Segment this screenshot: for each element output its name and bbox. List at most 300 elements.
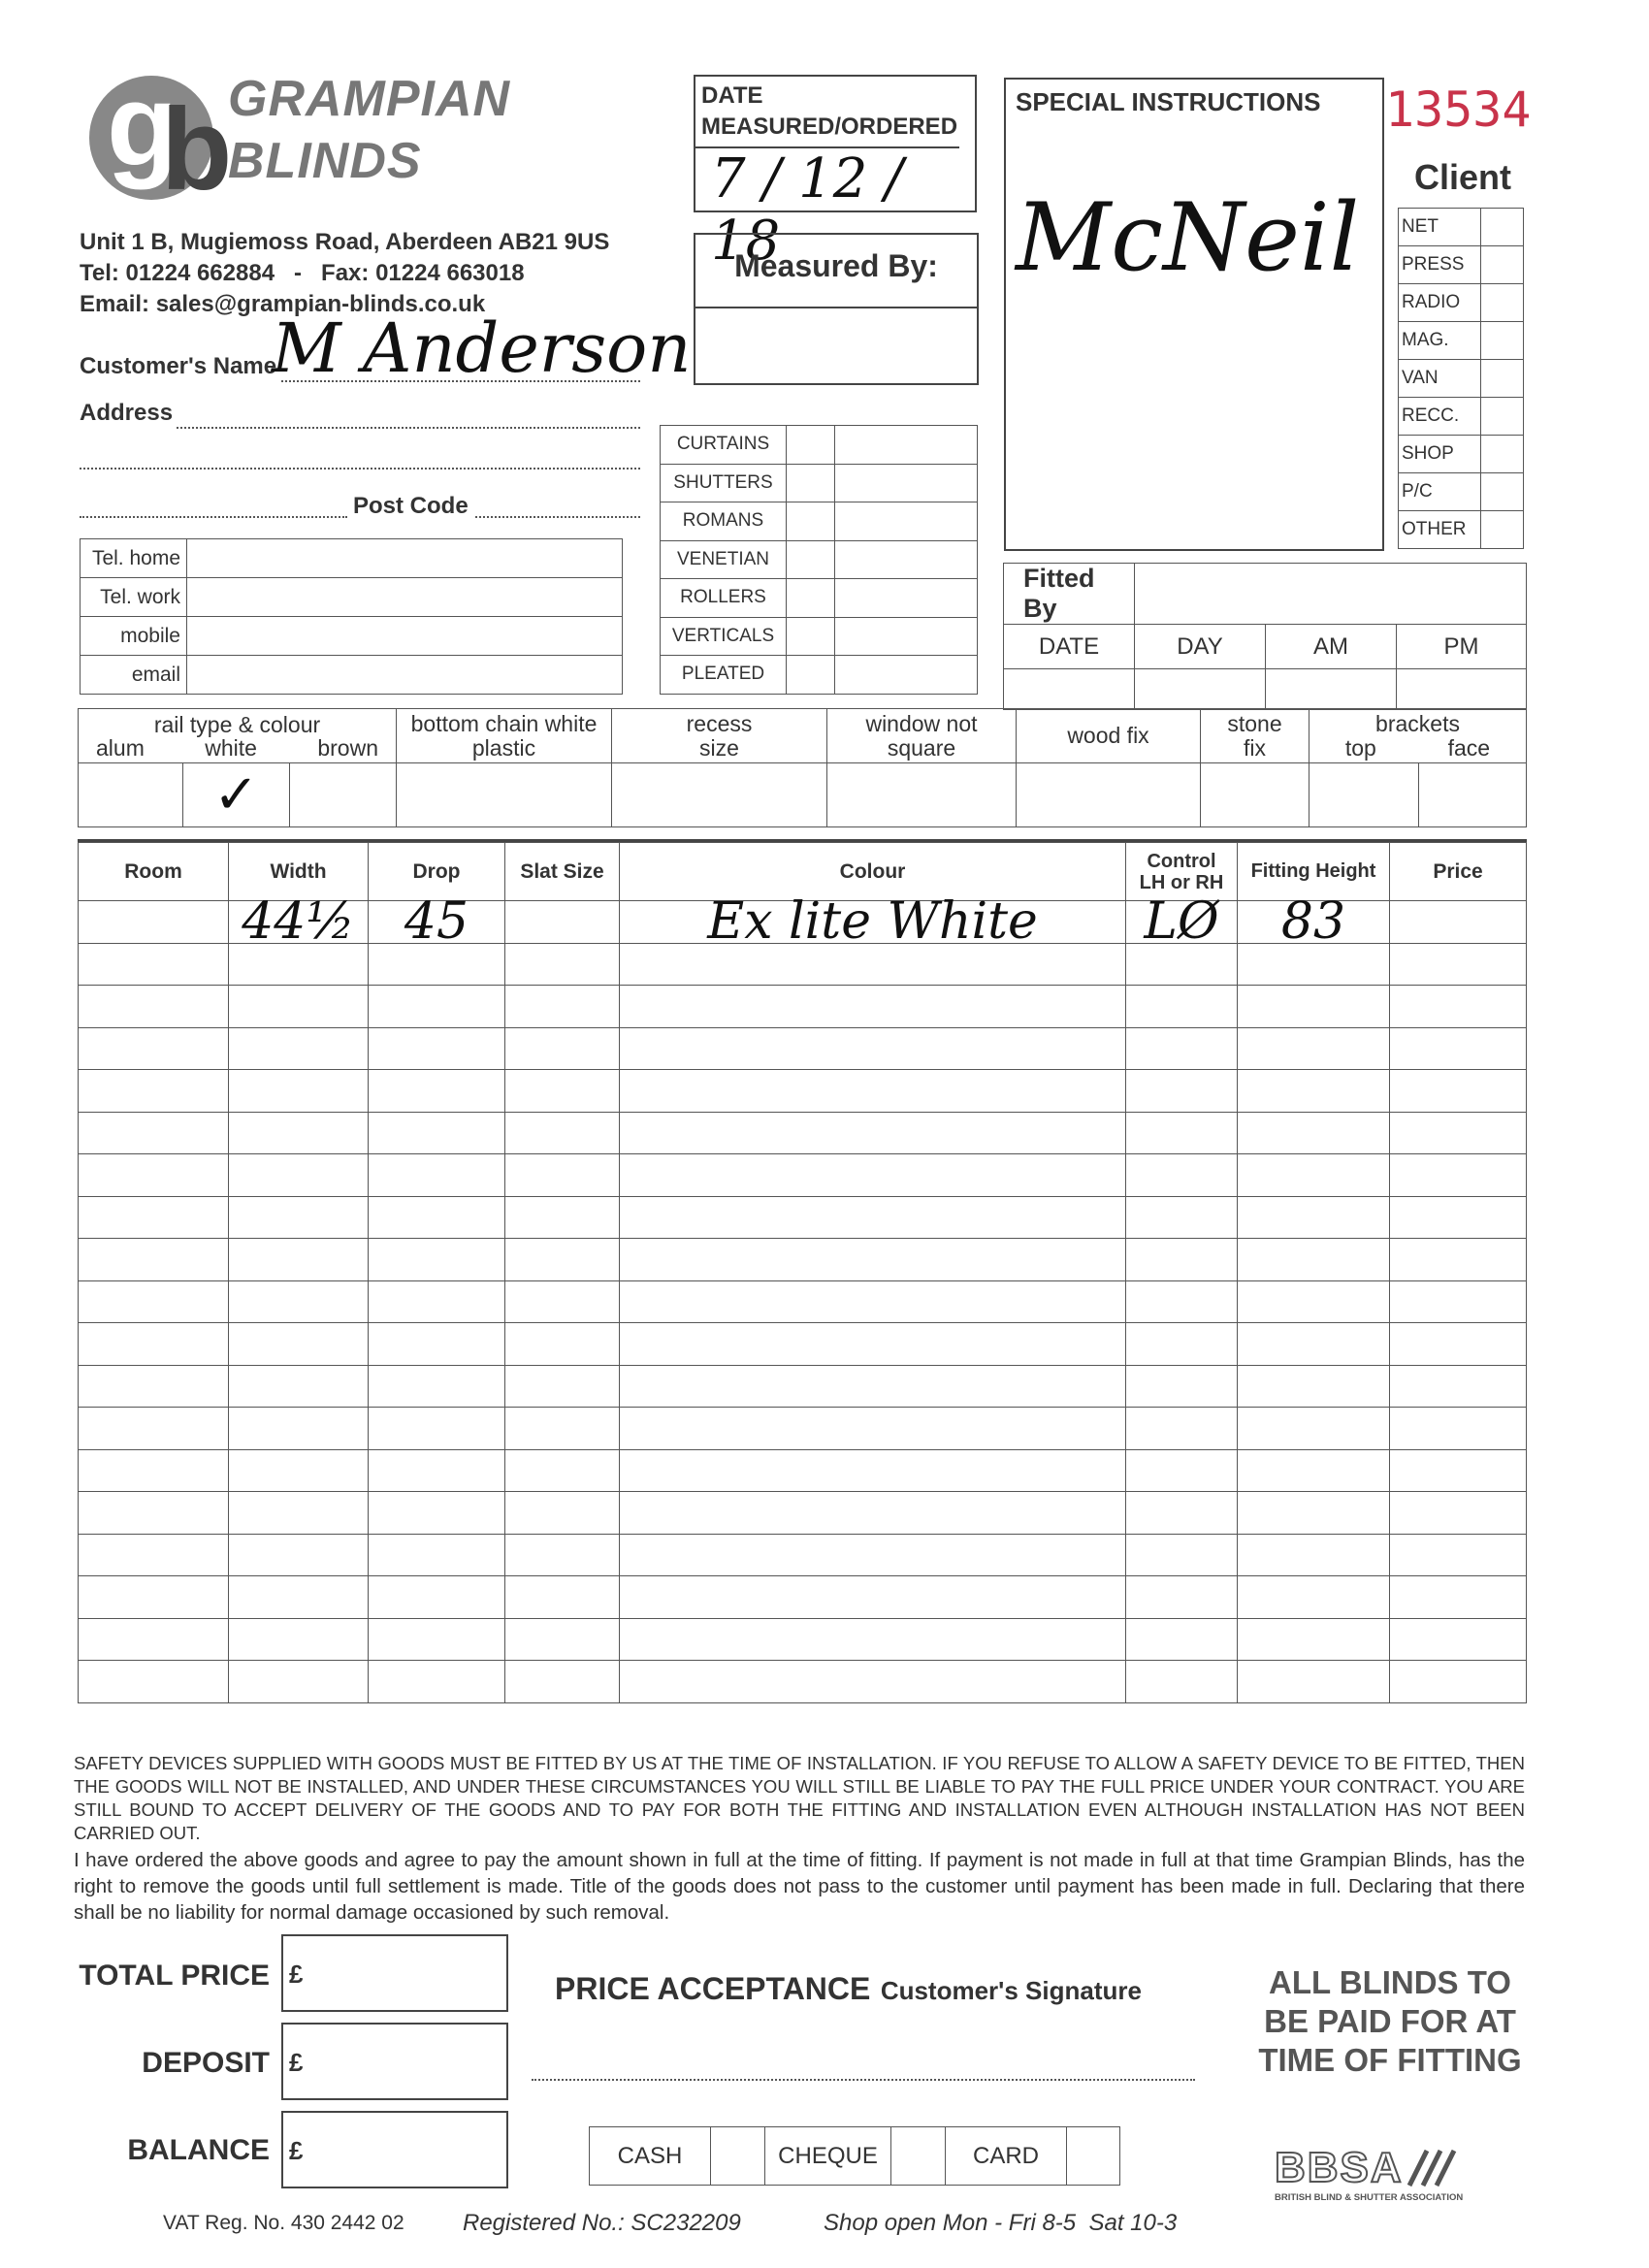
- cell-price[interactable]: [1390, 986, 1527, 1028]
- cell-drop[interactable]: [369, 1112, 505, 1154]
- vat-number: VAT Reg. No. 430 2442 02: [163, 2212, 404, 2234]
- contact-label: mobile: [81, 617, 187, 656]
- cell-slat-size[interactable]: [505, 1239, 620, 1281]
- cell-control[interactable]: [1126, 1576, 1238, 1619]
- special-instructions-label: SPECIAL INSTRUCTIONS: [1016, 87, 1321, 116]
- table-row: [79, 1280, 1527, 1323]
- cell-fitting-height[interactable]: [1238, 1449, 1390, 1492]
- client-check[interactable]: [1481, 398, 1524, 436]
- fitted-day-header: DAY: [1135, 625, 1266, 669]
- product-check[interactable]: [787, 540, 835, 579]
- cell-drop[interactable]: [369, 1196, 505, 1239]
- order-table: [78, 842, 1527, 1703]
- total-price-label: TOTAL PRICE: [79, 1960, 270, 1992]
- cell-price[interactable]: [1390, 1239, 1527, 1281]
- client-recc: RECC.: [1399, 398, 1481, 436]
- cell-fitting-height[interactable]: [1238, 1365, 1390, 1408]
- cell-price[interactable]: [1390, 1280, 1527, 1323]
- cell-drop[interactable]: [369, 1239, 505, 1281]
- tel-home-field[interactable]: [187, 539, 623, 578]
- rail-brown-label: brown: [317, 734, 378, 761]
- payment-cash-label: CASH: [590, 2127, 711, 2186]
- cell-room[interactable]: [79, 1323, 229, 1366]
- cell-width[interactable]: [229, 1661, 369, 1703]
- bottom-chain-label: bottom chain white plastic: [397, 709, 612, 763]
- cell-price[interactable]: [1390, 901, 1527, 944]
- brackets-top-field[interactable]: [1310, 763, 1419, 827]
- cell-room[interactable]: [79, 1618, 229, 1661]
- brackets-cell: [1310, 709, 1527, 763]
- cell-fitting-height[interactable]: [1238, 1027, 1390, 1070]
- table-row: [79, 1365, 1527, 1408]
- balance-field[interactable]: [281, 2111, 508, 2188]
- cell-width[interactable]: [229, 1070, 369, 1113]
- product-qty[interactable]: [835, 426, 978, 465]
- signature-line[interactable]: [532, 2079, 1195, 2081]
- product-check[interactable]: [787, 464, 835, 502]
- company-email: Email: sales@grampian-blinds.co.uk: [80, 291, 486, 317]
- client-shop: SHOP: [1399, 436, 1481, 473]
- cell-control[interactable]: [1126, 1492, 1238, 1535]
- product-qty[interactable]: [835, 502, 978, 541]
- fitted-date-header: DATE: [1004, 625, 1135, 669]
- table-row: [79, 1618, 1527, 1661]
- total-currency: £: [289, 1960, 304, 1989]
- cell-slat-size[interactable]: [505, 901, 620, 944]
- cell-width[interactable]: [229, 1492, 369, 1535]
- col-price: Price: [1390, 843, 1527, 901]
- cell-price[interactable]: [1390, 1323, 1527, 1366]
- cell-width[interactable]: [229, 1618, 369, 1661]
- cell-fitting-height[interactable]: [1238, 1112, 1390, 1154]
- cell-room[interactable]: [79, 943, 229, 986]
- recess-size-field[interactable]: [612, 763, 827, 827]
- bottom-chain-field[interactable]: [397, 763, 612, 827]
- measured-by-field[interactable]: [695, 308, 977, 386]
- cell-width[interactable]: [229, 1027, 369, 1070]
- col-control: Control LH or RH: [1126, 843, 1238, 901]
- cell-slat-size[interactable]: [505, 1112, 620, 1154]
- cell-price[interactable]: [1390, 1365, 1527, 1408]
- cell-slat-size[interactable]: [505, 1661, 620, 1703]
- cell-slat-size[interactable]: [505, 1280, 620, 1323]
- cell-colour[interactable]: [620, 1408, 1126, 1450]
- cell-colour[interactable]: [620, 1534, 1126, 1576]
- cell-price[interactable]: [1390, 1618, 1527, 1661]
- rail-alum-check[interactable]: [79, 763, 183, 827]
- cell-colour[interactable]: [620, 1492, 1126, 1535]
- stone-fix-field[interactable]: [1201, 763, 1310, 827]
- fitted-am-field[interactable]: [1266, 669, 1397, 710]
- cell-fitting-height[interactable]: [1238, 1408, 1390, 1450]
- cell-width[interactable]: [229, 1154, 369, 1197]
- cell-price[interactable]: [1390, 1196, 1527, 1239]
- cell-control[interactable]: [1126, 1154, 1238, 1197]
- table-row: [79, 1154, 1527, 1197]
- cell-drop[interactable]: [369, 1408, 505, 1450]
- cell-room[interactable]: [79, 901, 229, 944]
- cell-colour[interactable]: [620, 1154, 1126, 1197]
- cell-drop[interactable]: [369, 1534, 505, 1576]
- cell-slat-size[interactable]: [505, 1196, 620, 1239]
- payment-cheque-check[interactable]: [891, 2127, 946, 2186]
- special-instructions-value[interactable]: McNeil: [1016, 183, 1360, 292]
- bbsa-subtitle: BRITISH BLIND & SHUTTER ASSOCIATION: [1275, 2192, 1464, 2203]
- cell-control[interactable]: [1126, 1365, 1238, 1408]
- cell-slat-size[interactable]: [505, 1492, 620, 1535]
- cell-control[interactable]: [1126, 1449, 1238, 1492]
- client-check[interactable]: [1481, 473, 1524, 511]
- product-romans: ROMANS: [661, 502, 787, 541]
- cell-colour[interactable]: [620, 1280, 1126, 1323]
- customer-name-value[interactable]: M Anderson: [272, 308, 692, 388]
- client-check[interactable]: [1481, 436, 1524, 473]
- cell-width[interactable]: [229, 1408, 369, 1450]
- product-check[interactable]: [787, 502, 835, 541]
- cell-room[interactable]: [79, 986, 229, 1028]
- cell-room[interactable]: [79, 1449, 229, 1492]
- client-check[interactable]: [1481, 246, 1524, 284]
- postcode-line[interactable]: [475, 516, 640, 518]
- total-price-field[interactable]: [281, 1934, 508, 2012]
- contact-table: [80, 538, 623, 695]
- table-row: [79, 1196, 1527, 1239]
- cell-price[interactable]: [1390, 1027, 1527, 1070]
- cell-slat-size[interactable]: [505, 943, 620, 986]
- cell-room[interactable]: [79, 1661, 229, 1703]
- cell-width[interactable]: [229, 1449, 369, 1492]
- cell-control[interactable]: [1126, 1661, 1238, 1703]
- cell-price[interactable]: [1390, 1449, 1527, 1492]
- cell-width[interactable]: [229, 1576, 369, 1619]
- payment-notice: ALL BLINDS TO BE PAID FOR AT TIME OF FITTING: [1258, 1964, 1522, 2078]
- bbsa-logo-text: BBSA: [1275, 2144, 1404, 2191]
- deposit-currency: £: [289, 2048, 304, 2077]
- cell-room[interactable]: [79, 1154, 229, 1197]
- email-field[interactable]: [187, 656, 623, 695]
- address-line-1[interactable]: [177, 427, 640, 429]
- cell-width[interactable]: [229, 1534, 369, 1576]
- postcode-label: Post Code: [353, 493, 469, 519]
- address-line-2[interactable]: [80, 468, 640, 470]
- client-check[interactable]: [1481, 209, 1524, 246]
- cell-fitting-height[interactable]: [1238, 1280, 1390, 1323]
- cell-room[interactable]: [79, 1112, 229, 1154]
- brackets-face-field[interactable]: [1419, 763, 1527, 827]
- mobile-field[interactable]: [187, 617, 623, 656]
- cell-price[interactable]: [1390, 1070, 1527, 1113]
- fitted-by-field[interactable]: [1135, 564, 1527, 625]
- rail-brown-check[interactable]: [290, 763, 397, 827]
- cell-fitting-height[interactable]: [1238, 1534, 1390, 1576]
- cell-colour[interactable]: [620, 1323, 1126, 1366]
- recess-size-label: recess size: [612, 709, 827, 763]
- cell-fitting-height[interactable]: [1238, 1154, 1390, 1197]
- rail-type-label: rail type & colour: [153, 711, 321, 737]
- product-curtains: CURTAINS: [661, 426, 787, 465]
- tel-work-field[interactable]: [187, 578, 623, 617]
- cell-slat-size[interactable]: [505, 1027, 620, 1070]
- cell-price[interactable]: [1390, 1576, 1527, 1619]
- cell-slat-size[interactable]: [505, 1070, 620, 1113]
- product-shutters: SHUTTERS: [661, 464, 787, 502]
- col-fitting-height: Fitting Height: [1238, 843, 1390, 901]
- cell-control[interactable]: [1126, 1618, 1238, 1661]
- cell-width[interactable]: [229, 1239, 369, 1281]
- cell-width[interactable]: [229, 1280, 369, 1323]
- cell-colour[interactable]: [620, 1661, 1126, 1703]
- cell-fitting-height[interactable]: [1238, 986, 1390, 1028]
- client-van: VAN: [1399, 360, 1481, 398]
- address-line-3[interactable]: [80, 516, 347, 518]
- cell-drop[interactable]: [369, 1154, 505, 1197]
- svg-text:g: g: [107, 68, 178, 190]
- cell-fitting-height[interactable]: [1238, 1492, 1390, 1535]
- brackets-face-label: face: [1447, 734, 1491, 761]
- cell-width[interactable]: [229, 1365, 369, 1408]
- customer-name-label: Customer's Name: [80, 353, 277, 379]
- fitted-am-header: AM: [1266, 625, 1397, 669]
- cell-colour[interactable]: [620, 1027, 1126, 1070]
- cell-room[interactable]: [79, 1365, 229, 1408]
- table-row: [79, 1492, 1527, 1535]
- cell-width[interactable]: [229, 1323, 369, 1366]
- rail-white-check[interactable]: ✓: [183, 763, 290, 827]
- cell-control[interactable]: [1126, 1196, 1238, 1239]
- price-acceptance-label: PRICE ACCEPTANCE: [555, 1971, 871, 2006]
- product-check[interactable]: [787, 617, 835, 656]
- cell-drop[interactable]: [369, 1027, 505, 1070]
- company-name-line2: BLINDS: [228, 133, 422, 189]
- shop-hours: Shop open Mon - Fri 8-5 Sat 10-3: [824, 2210, 1178, 2236]
- cell-colour[interactable]: [620, 1449, 1126, 1492]
- order-number: 13534: [1385, 81, 1532, 138]
- cell-slat-size[interactable]: [505, 1534, 620, 1576]
- cell-room[interactable]: [79, 1196, 229, 1239]
- fitted-by-label: Fitted By: [1004, 564, 1135, 625]
- product-qty[interactable]: [835, 579, 978, 618]
- cell-colour[interactable]: Ex lite White: [620, 901, 1126, 944]
- table-row: [79, 1027, 1527, 1070]
- payment-card-label: CARD: [946, 2127, 1067, 2186]
- cell-drop[interactable]: [369, 1661, 505, 1703]
- cell-room[interactable]: [79, 1027, 229, 1070]
- product-qty[interactable]: [835, 540, 978, 579]
- client-mag: MAG.: [1399, 322, 1481, 360]
- fitted-by-table: [1003, 563, 1527, 710]
- cell-drop[interactable]: [369, 1449, 505, 1492]
- cell-drop[interactable]: [369, 1618, 505, 1661]
- product-check[interactable]: [787, 426, 835, 465]
- table-row: [79, 1408, 1527, 1450]
- cell-colour[interactable]: [620, 1365, 1126, 1408]
- cell-colour[interactable]: [620, 1070, 1126, 1113]
- cell-room[interactable]: [79, 1239, 229, 1281]
- brackets-label: brackets: [1375, 710, 1460, 736]
- cell-slat-size[interactable]: [505, 1576, 620, 1619]
- company-tel-fax: Tel: 01224 662884 - Fax: 01224 663018: [80, 260, 525, 286]
- product-check[interactable]: [787, 579, 835, 618]
- cell-width[interactable]: [229, 986, 369, 1028]
- fitted-day-field[interactable]: [1135, 669, 1266, 710]
- cell-drop[interactable]: [369, 1280, 505, 1323]
- cell-control[interactable]: [1126, 1534, 1238, 1576]
- client-check[interactable]: [1481, 360, 1524, 398]
- cell-fitting-height[interactable]: [1238, 1196, 1390, 1239]
- company-address: Unit 1 B, Mugiemoss Road, Aberdeen AB21 9US: [80, 229, 610, 255]
- cell-control[interactable]: [1126, 1239, 1238, 1281]
- cell-control[interactable]: [1126, 1408, 1238, 1450]
- cell-colour[interactable]: [620, 1196, 1126, 1239]
- payment-method-table: [589, 2126, 1120, 2186]
- cell-price[interactable]: [1390, 1112, 1527, 1154]
- client-other: OTHER: [1399, 511, 1481, 549]
- payment-cash-check[interactable]: [711, 2127, 765, 2186]
- payment-card-check[interactable]: [1067, 2127, 1120, 2186]
- registered-number: Registered No.: SC232209: [463, 2210, 741, 2236]
- cell-room[interactable]: [79, 1576, 229, 1619]
- cell-fitting-height[interactable]: 83: [1238, 901, 1390, 944]
- table-row: [79, 1070, 1527, 1113]
- cell-slat-size[interactable]: [505, 1618, 620, 1661]
- table-row: [79, 1239, 1527, 1281]
- col-slat-size: Slat Size: [505, 843, 620, 901]
- balance-currency: £: [289, 2136, 304, 2165]
- product-check[interactable]: [787, 656, 835, 695]
- cell-slat-size[interactable]: [505, 1323, 620, 1366]
- cell-drop[interactable]: [369, 1323, 505, 1366]
- cell-colour[interactable]: [620, 1112, 1126, 1154]
- cell-slat-size[interactable]: [505, 1408, 620, 1450]
- cell-control[interactable]: [1126, 1070, 1238, 1113]
- client-label: Client: [1414, 157, 1512, 197]
- cell-room[interactable]: [79, 1492, 229, 1535]
- date-value[interactable]: 7 / 12 / 18: [711, 147, 904, 273]
- table-row: [79, 1576, 1527, 1619]
- cell-drop[interactable]: [369, 1576, 505, 1619]
- cell-drop[interactable]: [369, 986, 505, 1028]
- cell-slat-size[interactable]: [505, 1449, 620, 1492]
- cell-room[interactable]: [79, 1534, 229, 1576]
- payment-cheque-label: CHEQUE: [765, 2127, 891, 2186]
- rail-white-label: white: [205, 734, 257, 761]
- client-check[interactable]: [1481, 511, 1524, 549]
- window-not-square-label: window not square: [827, 709, 1017, 763]
- client-radio: RADIO: [1399, 284, 1481, 322]
- product-qty[interactable]: [835, 656, 978, 695]
- fitted-date-field[interactable]: [1004, 669, 1135, 710]
- contact-label: Tel. work: [81, 578, 187, 617]
- cell-width[interactable]: [229, 1196, 369, 1239]
- window-not-square-field[interactable]: [827, 763, 1017, 827]
- cell-room[interactable]: [79, 1070, 229, 1113]
- rail-alum-label: alum: [96, 734, 145, 761]
- cell-fitting-height[interactable]: [1238, 1661, 1390, 1703]
- client-check[interactable]: [1481, 322, 1524, 360]
- cell-drop[interactable]: [369, 1365, 505, 1408]
- cell-colour[interactable]: [620, 1576, 1126, 1619]
- svg-text:b: b: [161, 84, 233, 204]
- balance-label: BALANCE: [127, 2134, 270, 2166]
- col-colour: Colour: [620, 843, 1126, 901]
- contact-label: Tel. home: [81, 539, 187, 578]
- table-row: [79, 986, 1527, 1028]
- cell-fitting-height[interactable]: [1238, 1576, 1390, 1619]
- cell-control[interactable]: [1126, 1323, 1238, 1366]
- table-row: [79, 1534, 1527, 1576]
- cell-colour[interactable]: [620, 986, 1126, 1028]
- cell-colour[interactable]: [620, 1239, 1126, 1281]
- cell-room[interactable]: [79, 1408, 229, 1450]
- options-table: [78, 708, 1527, 827]
- cell-price[interactable]: [1390, 1534, 1527, 1576]
- address-label: Address: [80, 400, 174, 426]
- cell-drop[interactable]: 45: [369, 901, 505, 944]
- rail-type-cell: [79, 709, 397, 763]
- customer-signature-label: Customer's Signature: [880, 1976, 1142, 2005]
- client-source-table: [1398, 208, 1524, 549]
- cell-control[interactable]: [1126, 986, 1238, 1028]
- cell-fitting-height[interactable]: [1238, 1618, 1390, 1661]
- cell-price[interactable]: [1390, 943, 1527, 986]
- cell-control[interactable]: [1126, 1027, 1238, 1070]
- col-room: Room: [79, 843, 229, 901]
- client-check[interactable]: [1481, 284, 1524, 322]
- cell-control[interactable]: [1126, 1112, 1238, 1154]
- product-qty[interactable]: [835, 464, 978, 502]
- cell-slat-size[interactable]: [505, 1154, 620, 1197]
- cell-fitting-height[interactable]: [1238, 1239, 1390, 1281]
- cell-drop[interactable]: [369, 1070, 505, 1113]
- col-drop: Drop: [369, 843, 505, 901]
- brackets-top-label: top: [1344, 734, 1376, 761]
- cell-price[interactable]: [1390, 1492, 1527, 1535]
- wood-fix-label: wood fix: [1017, 709, 1201, 763]
- table-row: [79, 1661, 1527, 1703]
- company-name-line1: GRAMPIAN: [228, 71, 511, 127]
- table-row: [79, 1449, 1527, 1492]
- cell-slat-size[interactable]: [505, 1365, 620, 1408]
- cell-width[interactable]: [229, 1112, 369, 1154]
- deposit-field[interactable]: [281, 2023, 508, 2100]
- cell-price[interactable]: [1390, 1408, 1527, 1450]
- cell-colour[interactable]: [620, 1618, 1126, 1661]
- cell-fitting-height[interactable]: [1238, 1070, 1390, 1113]
- cell-room[interactable]: [79, 1280, 229, 1323]
- cell-price[interactable]: [1390, 1154, 1527, 1197]
- date-label: DATE MEASURED/ORDERED: [695, 77, 959, 148]
- measured-by-label: Measured By:: [695, 235, 977, 308]
- client-pc: P/C: [1399, 473, 1481, 511]
- client-net: NET: [1399, 209, 1481, 246]
- measured-by-box: [694, 233, 979, 385]
- cell-fitting-height[interactable]: [1238, 1323, 1390, 1366]
- cell-control[interactable]: [1126, 1280, 1238, 1323]
- cell-control[interactable]: LØ: [1126, 901, 1238, 944]
- product-qty[interactable]: [835, 617, 978, 656]
- bbsa-logo: [1275, 2144, 1517, 2203]
- price-acceptance: [555, 1971, 1142, 2007]
- stone-fix-label: stone fix: [1201, 709, 1310, 763]
- cell-drop[interactable]: [369, 1492, 505, 1535]
- fitted-pm-header: PM: [1397, 625, 1527, 669]
- cell-price[interactable]: [1390, 1661, 1527, 1703]
- cell-width[interactable]: 44½: [229, 901, 369, 944]
- product-type-table: [660, 425, 978, 695]
- fitted-pm-field[interactable]: [1397, 669, 1527, 710]
- cell-slat-size[interactable]: [505, 986, 620, 1028]
- wood-fix-field[interactable]: [1017, 763, 1201, 827]
